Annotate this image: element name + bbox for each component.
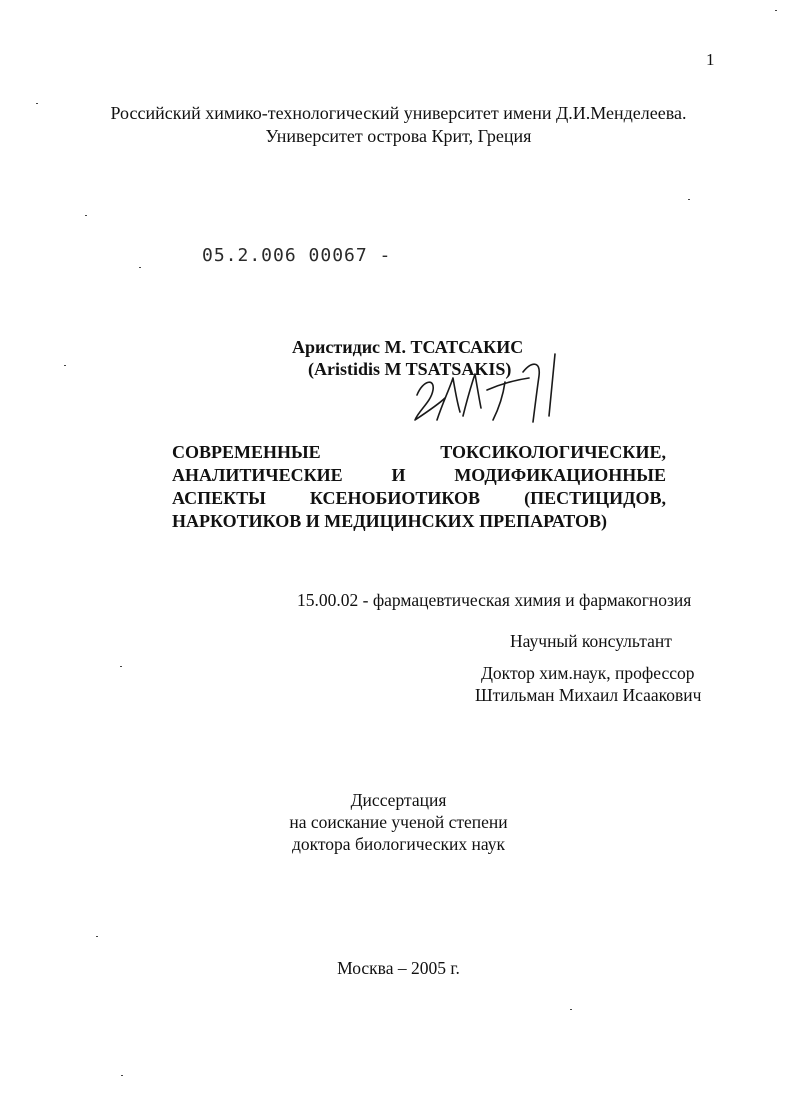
title-word: СОВРЕМЕННЫЕ: [172, 442, 321, 462]
affiliation-line-2: Университет острова Крит, Греция: [265, 126, 532, 146]
thesis-degree: доктора биологических наук: [291, 834, 506, 854]
title-word: И: [391, 465, 406, 485]
title-word: (ПЕСТИЦИДОВ,: [524, 488, 666, 508]
scan-speck: [85, 215, 87, 216]
title-word: ТОКСИКОЛОГИЧЕСКИЕ,: [440, 442, 666, 462]
title-line-2: [172, 464, 666, 487]
scan-speck: [64, 365, 66, 366]
advisor-name: Штильман Михаил Исаакович: [475, 685, 702, 705]
page-number: 1: [706, 50, 715, 69]
scan-speck: [121, 1075, 123, 1076]
scan-speck: [139, 267, 141, 268]
scan-speck: [96, 936, 98, 937]
thesis-purpose: на соискание ученой степени: [289, 812, 508, 832]
title-word: МОДИФИКАЦИОННЫЕ: [454, 465, 666, 485]
scan-speck: [688, 199, 690, 200]
title-line-3: [172, 487, 666, 510]
handwritten-signature: [405, 350, 585, 430]
scan-speck: [36, 103, 38, 104]
scan-speck: [120, 666, 122, 667]
archive-stamp-code: 05.2.006 00067 -: [202, 245, 392, 266]
author-name-en: (Aristidis M TSATSAKIS): [308, 359, 512, 379]
scan-speck: [775, 10, 777, 11]
title-word: АСПЕКТЫ: [172, 488, 266, 508]
thesis-type: Диссертация: [350, 790, 447, 810]
title-word: АНАЛИТИЧЕСКИЕ: [172, 465, 343, 485]
advisor-degree: Доктор хим.наук, профессор: [481, 663, 695, 683]
author-name-ru: Аристидис М. ТСАТСАКИС: [292, 337, 524, 357]
title-line-1: [172, 441, 666, 464]
title-word: КСЕНОБИОТИКОВ: [309, 488, 481, 508]
specialty-code: 15.00.02 - фармацевтическая химия и фармакогнозия: [297, 590, 692, 610]
title-word: НАРКОТИКОВ И МЕДИЦИНСКИХ ПРЕПАРАТОВ): [172, 511, 608, 531]
city-year: Москва – 2005 г.: [337, 958, 460, 978]
advisor-label: Научный консультант: [510, 631, 672, 651]
affiliation-line-1: Российский химико-технологический университет имени Д.И.Менделеева.: [110, 103, 687, 123]
scan-speck: [570, 1009, 572, 1010]
title-line-4: [172, 510, 666, 533]
dissertation-title: [172, 441, 666, 533]
